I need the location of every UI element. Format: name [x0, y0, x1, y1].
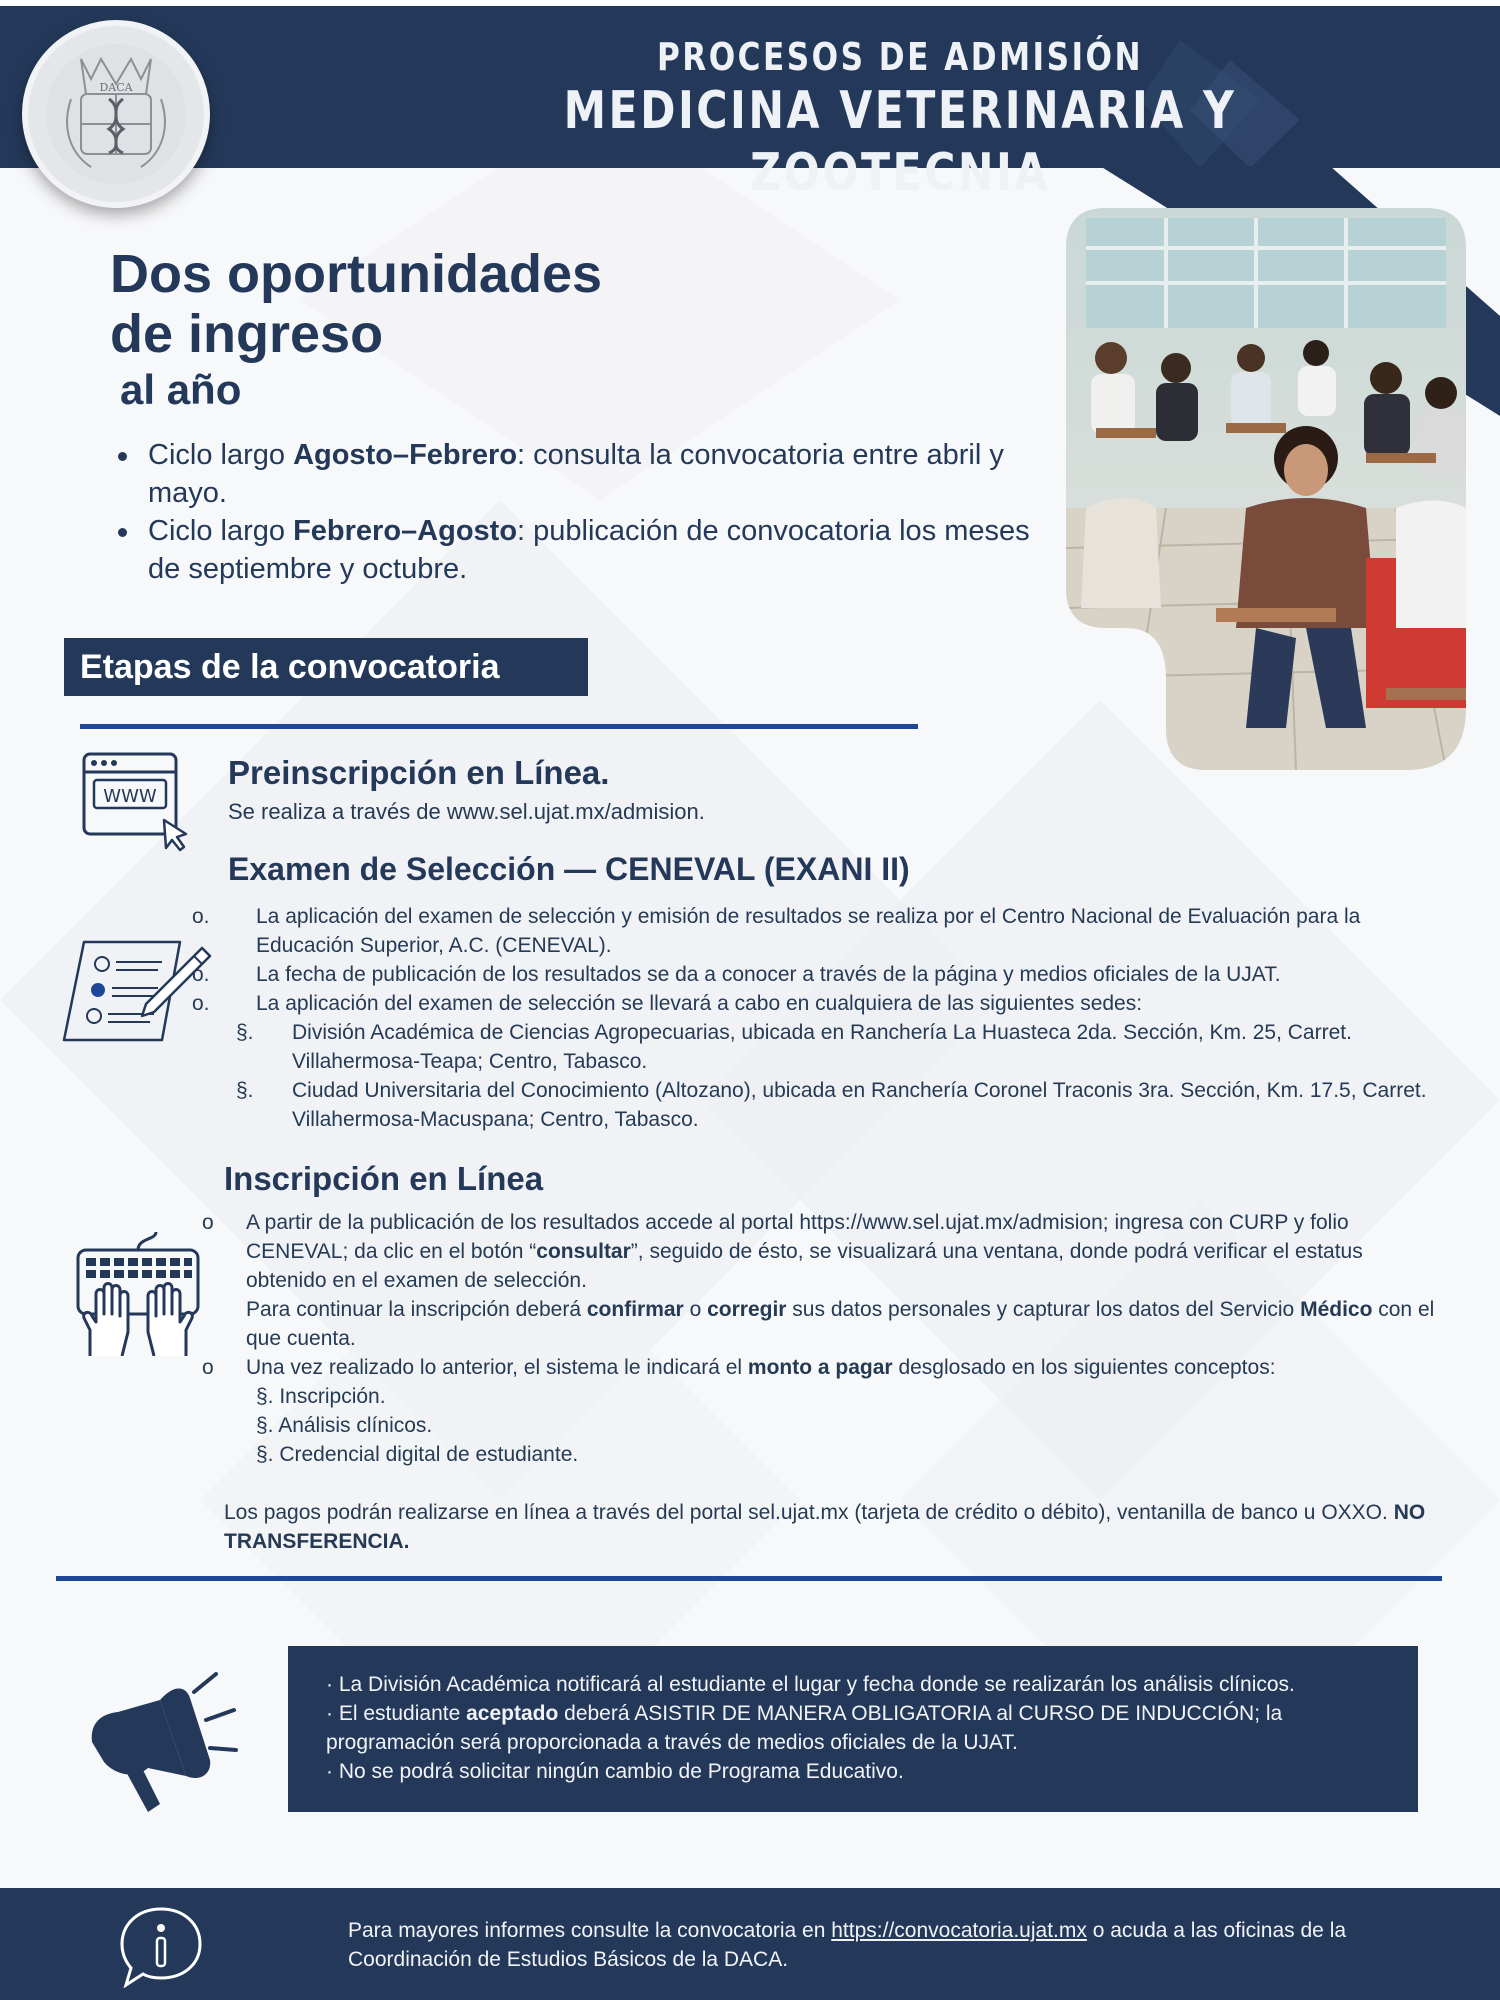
hero-title-line-2: de ingreso: [110, 304, 384, 364]
section-divider-bottom: [56, 1576, 1442, 1581]
hero-title-line-3: al año: [120, 366, 242, 413]
etapas-banner: Etapas de la convocatoria: [64, 638, 588, 696]
list-item: o A partir de la publicación de los resultados accede al portal https://www.sel.ujat.mx/admision; ingresa con CURP y folio CENEVAL; da clic en el botón “consultar”, seguido de ésto, se visualizará una ventana, donde podrá verificar el estatus obtenido en el examen de selección.: [202, 1211, 1363, 1292]
seal-emblem-icon: [41, 39, 191, 189]
title-line-2: MEDICINA VETERINARIA Y ZOOTECNIA: [563, 81, 1237, 203]
concept-item: §. Credencial digital de estudiante.: [256, 1443, 579, 1466]
footer-text: Para mayores informes consulte la convocatoria en https://convocatoria.ujat.mx o acuda a las oficinas de la Coordinación de Estudios Básicos de la DACA.: [348, 1919, 1347, 1971]
notice-item: · El estudiante aceptado deberá ASISTIR DE MANERA OBLIGATORIA al CURSO DE INDUCCIÓN; la programación será proporcionada a través de medios oficiales de la UJAT.: [326, 1702, 1283, 1754]
list-item: o. La aplicación del examen de selección y emisión de resultados se realiza por el Centro Nacional de Evaluación para la Educación Superior, A.C. (CENEVAL).: [192, 905, 1361, 957]
important-notice-box: [288, 1646, 1418, 1812]
classroom-photo: [1066, 208, 1466, 770]
list-item: Ciclo largo Agosto–Febrero: consulta la convocatoria entre abril y mayo.: [116, 436, 1046, 512]
info-bubble-icon: [118, 1906, 204, 1988]
concept-item: §. Inscripción.: [256, 1385, 386, 1408]
keyboard-typing-icon: [76, 1230, 200, 1356]
concept-item: §. Análisis clínicos.: [256, 1414, 433, 1437]
list-item: §. División Académica de Ciencias Agropecuarias, ubicada en Ranchería La Huasteca 2da. Sección, Km. 25, Carret. Villahermosa-Teapa; Centro, Tabasco.: [236, 1021, 1352, 1073]
payment-note: Los pagos podrán realizarse en línea a través del portal sel.ujat.mx (tarjeta de crédito o débito), ventanilla de banco u OXXO. NO TRANSFERENCIA.: [224, 1501, 1426, 1553]
inscripcion-list: [202, 1208, 1448, 1556]
header-top-stripe: [0, 0, 1500, 6]
list-item: o. La fecha de publicación de los resultados se da a conocer a través de la página y medios oficiales de la UJAT.: [192, 963, 1281, 986]
examen-list: [192, 902, 1448, 1134]
step-title-preinscripcion: Preinscripción en Línea.: [228, 754, 610, 791]
megaphone-icon: [90, 1664, 240, 1814]
hero-title: [110, 244, 602, 416]
notice-item: · La División Académica notificará al estudiante el lugar y fecha donde se realizarán los análisis clínicos.: [326, 1673, 1295, 1696]
svg-text:DACA: DACA: [99, 81, 133, 94]
header-banner: [0, 0, 1500, 203]
list-item: §. Ciudad Universitaria del Conocimiento (Altozano), ubicada en Ranchería Coronel Traconis 3ra. Sección, Km. 17.5, Carret. Villahermosa-Macuspana; Centro, Tabasco.: [236, 1079, 1427, 1131]
svg-text:WWW: WWW: [103, 786, 157, 807]
notice-item: · No se podrá solicitar ningún cambio de Programa Educativo.: [326, 1760, 904, 1783]
convocatoria-link[interactable]: https://convocatoria.ujat.mx: [831, 1919, 1087, 1942]
list-item: Ciclo largo Febrero–Agosto: publicación de convocatoria los meses de septiembre y octubre.: [116, 512, 1046, 588]
step-title-examen: Examen de Selección — CENEVAL (EXANI II): [228, 851, 910, 887]
list-item: o Una vez realizado lo anterior, el sistema le indicará el monto a pagar desglosado en los siguientes conceptos:: [202, 1356, 1276, 1379]
preinscripcion-text: Se realiza a través de www.sel.ujat.mx/admision.: [228, 799, 705, 824]
hero-title-line-1: Dos oportunidades: [110, 244, 603, 304]
university-seal-logo: [22, 20, 210, 208]
browser-www-icon: [82, 752, 196, 852]
section-divider: [80, 724, 918, 729]
step-title-inscripcion: Inscripción en Línea: [224, 1160, 544, 1197]
footer: [0, 1888, 1500, 2000]
admission-cycles-list: [116, 436, 1046, 588]
title-line-1: PROCESOS DE ADMISIÓN: [656, 35, 1144, 79]
list-item: o. La aplicación del examen de selección se llevará a cabo en cualquiera de las siguientes sedes:: [192, 992, 1143, 1015]
list-item-continuation: Para continuar la inscripción deberá confirmar o corregir sus datos personales y capturar los datos del Servicio Médico con el que cuenta.: [246, 1298, 1435, 1350]
